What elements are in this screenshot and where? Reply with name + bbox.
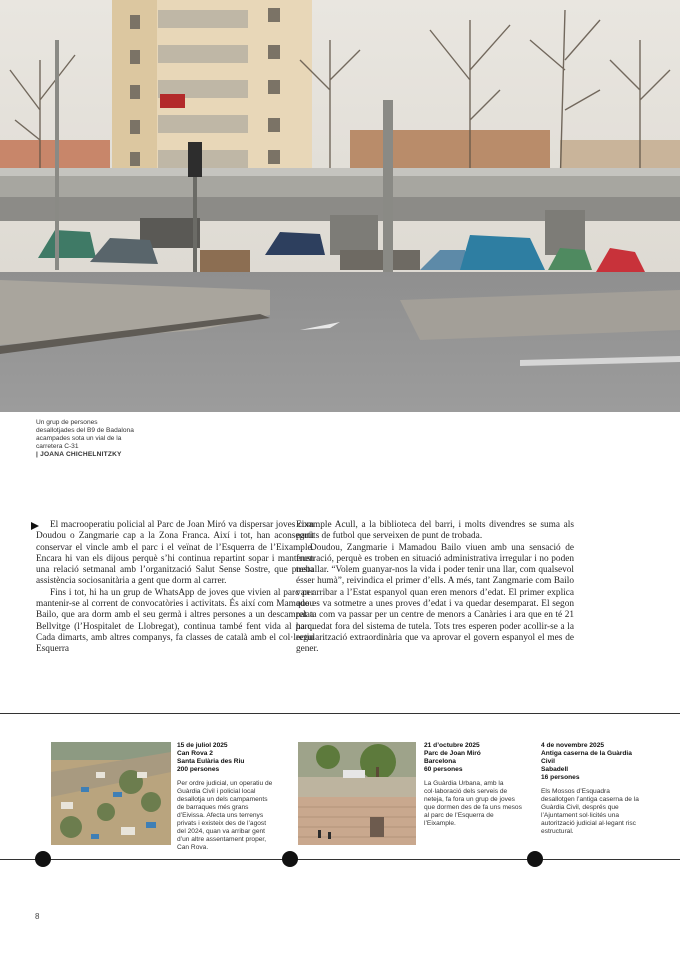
event-place: Antiga caserna de la Guàrdia Civil [541, 750, 632, 765]
timeline-event-3 [541, 742, 643, 836]
event-location: Sabadell [541, 766, 569, 773]
event-location: Santa Eulària des Riu [177, 758, 245, 765]
article-paragraph: Eixample Acull, a la biblioteca del barri, i molts divendres se suma als partits de futbol que serveixen de punt de trobada. [296, 520, 574, 542]
main-photo [0, 0, 680, 412]
photo-caption [36, 419, 136, 459]
event-count: 200 persones [177, 766, 220, 773]
timeline-dot [35, 851, 51, 867]
article-column-2 [296, 520, 574, 656]
timeline-photo-parc-joan-miro [298, 742, 416, 845]
timeline-photo-can-rova [51, 742, 171, 845]
event-description: La Guàrdia Urbana, amb la col·laboració dels serveis de neteja, fa fora un grup de joves que dormen des de fa uns mesos al parc de l’Esquerra de l’Eixample. [424, 780, 522, 827]
timeline-top-rule [0, 713, 680, 714]
timeline-dot [527, 851, 543, 867]
event-place: Parc de Joan Miró [424, 750, 481, 757]
timeline-event-2 [424, 742, 524, 828]
event-date: 15 de juliol 2025 [177, 742, 228, 749]
timeline-axis [0, 859, 680, 860]
event-count: 16 persones [541, 774, 580, 781]
event-description: Per ordre judicial, un operatiu de Guàrdia Civil i policial local desallotja un dels campaments de barraques més grans d’Eivissa. Afecta uns terrenys privats i existeix des de l’agost del 2024, quan va arribar gent d’un altre assentament proper, Can Rova. [177, 780, 273, 851]
event-date: 4 de novembre 2025 [541, 742, 605, 749]
article-column-1 [36, 520, 314, 656]
caption-text: Un grup de persones desallotjades del B9 de Badalona acampades sota un vial de la carretera C-31 [36, 419, 134, 451]
timeline-event-1 [177, 742, 275, 852]
event-location: Barcelona [424, 758, 456, 765]
event-description: Els Mossos d’Esquadra desallotgen l’antiga caserna de la Guàrdia Civil, després que l’Ajuntament sol·licités una autorització judicial al·legant risc estructural. [541, 788, 639, 835]
event-count: 60 persones [424, 766, 463, 773]
page-number: 8 [35, 912, 40, 921]
event-date: 21 d’octubre 2025 [424, 742, 480, 749]
event-place: Can Rova 2 [177, 750, 213, 757]
timeline-dot [282, 851, 298, 867]
article-paragraph: Fins i tot, hi ha un grup de WhatsApp de joves que vivien al parc per mantenir-se al corrent de convocatòries i activitats. És així com Mamadou Bailo, que ara dorm amb el seu germà i altres persones a un descampat a Bellvitge (l’Hospitalet de Llobregat), continua també fent vida al parc. Cada dimarts, amb altres companys, fa classes de català amb el col·lectiu Esquerra [36, 587, 314, 655]
article-paragraph: El macrooperatiu policial al Parc de Joan Miró va dispersar joves com Doudou o Zangmarie cap a la Zona Franca. Així i tot, han aconseguit conservar el vincle amb el parc i el veïnat de l’Esquerra de l’Eixample. Encara hi van els dijous perquè s’hi continua repartint sopar i mantenen una relació setmanal amb l’organització Salut Sense Sostre, que presta assistència sociosanitària a gent que dorm al carrer. [36, 520, 314, 587]
article-paragraph: Doudou, Zangmarie i Mamadou Bailo viuen amb una sensació de frustració, perquè es troben en situació administrativa irregular i no poden treballar. “Volem guanyar-nos la vida i poder tenir una llar, com qualsevol ésser humà”, reivindica el primer d’ells. A més, tant Zangmarie com Bailo van arribar a l’Estat espanyol quan eren menors d’edat. El primer explica que es va sotmetre a unes proves d’edat i va quedar desemparat. El segon relata com va passar per un centre de menors a Canàries i ara que en té 21 ha quedat fora del sistema de tutela. Tots tres esperen poder acollir-se a la regularització extraordinària que va aprovar el govern espanyol el mes de gener. [296, 542, 574, 655]
photo-credit: | JOANA CHICHELNITZKY [36, 451, 122, 459]
